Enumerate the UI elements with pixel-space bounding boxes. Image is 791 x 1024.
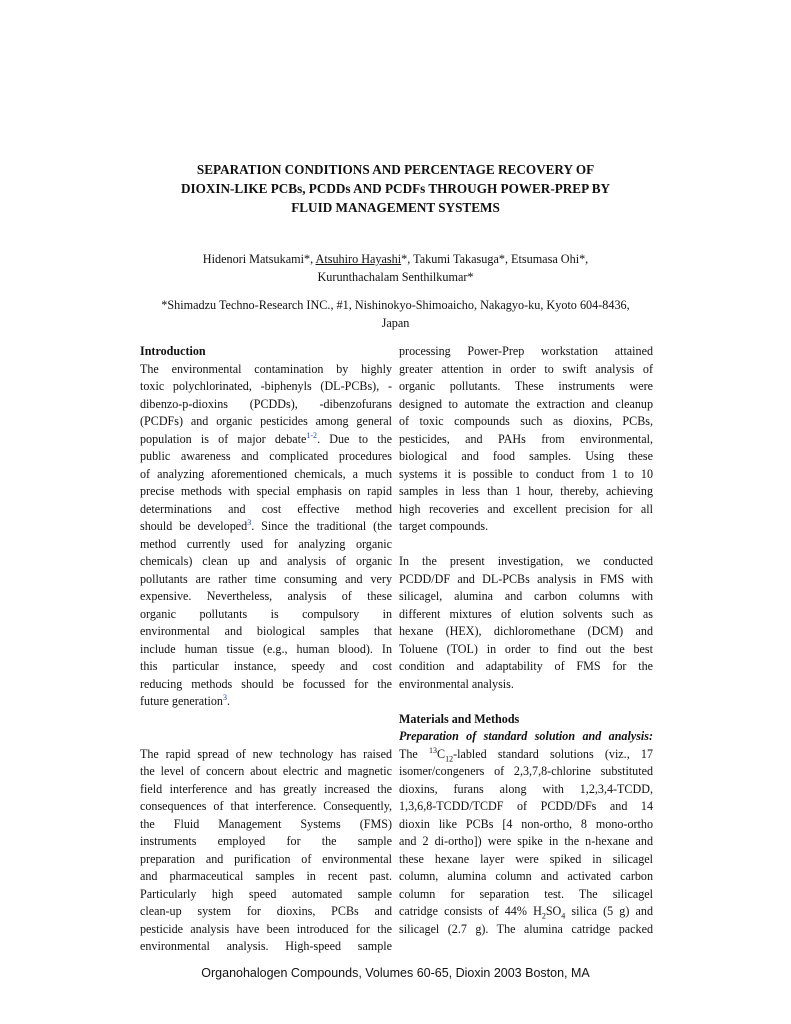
body-line: chemicals) clean up and analysis of organic <box>140 554 392 568</box>
author-4: Kurunthachalam Senthilkumar* <box>317 269 474 284</box>
subheading-line <box>399 728 653 746</box>
body-text: SO <box>545 904 562 918</box>
page-footer: Organohalogen Compounds, Volumes 60-65, Dioxin 2003 Boston, MA <box>201 966 590 980</box>
section-heading-introduction: Introduction <box>140 344 206 358</box>
body-text: . Due to the <box>317 431 392 446</box>
body-line: the level of concern about electric and magnetic <box>140 764 392 778</box>
body-line: public awareness and complicated procedures <box>140 449 392 463</box>
body-text: C <box>437 746 446 761</box>
body-text: should be developed <box>140 519 248 533</box>
body-line-with-ref <box>140 693 392 711</box>
body-line: environmental and biological samples that <box>140 624 392 638</box>
body-line: hexane (HEX), dichloromethane (DCM) and <box>399 624 653 638</box>
title-line-3: FLUID MANAGEMENT SYSTEMS <box>291 200 500 215</box>
body-text: . <box>226 694 230 708</box>
body-line: PCDD/DF and DL-PCBs analysis in FMS with <box>399 571 653 586</box>
body-line: reducing methods should be focussed for the <box>140 676 392 691</box>
body-line: environmental analysis. High-speed sample <box>140 939 392 953</box>
body-line: consequences of that interference. Consequently, <box>140 799 392 813</box>
body-line: biological and food samples. Using these <box>399 449 653 463</box>
body-line: clean-up system for dioxins, PCBs and <box>140 904 392 918</box>
body-line: target compounds. <box>399 519 489 533</box>
body-line: instruments employed for the sample <box>140 834 392 848</box>
body-line: processing Power-Prep workstation attained <box>399 344 653 358</box>
body-line: In the present investigation, we conducted <box>399 554 653 568</box>
author-2-presenting: Atsuhiro Hayashi <box>315 252 402 266</box>
body-line: condition and adaptability of FMS for the <box>399 659 653 673</box>
body-line: dibenzo-p-dioxins (PCDDs), -dibenzofurans <box>140 396 392 411</box>
body-line: organic pollutants. These instruments were <box>399 379 653 393</box>
body-line: silicagel (2.7 g). The alumina catridge packed <box>399 921 653 936</box>
body-line-with-formula <box>399 746 653 764</box>
body-text: population is of major debate <box>140 431 307 446</box>
citation-ref[interactable]: 3 <box>222 692 227 702</box>
body-line: and 2 di-ortho]) were spike in the n-hexane and <box>399 834 653 848</box>
body-line: the Fluid Management Systems (FMS) <box>140 816 392 831</box>
section-heading-materials-methods: Materials and Methods <box>399 711 520 726</box>
body-line: environmental analysis. <box>399 676 514 691</box>
author-1: Hidenori Matsukami*, <box>202 252 316 266</box>
subheading-colon: : <box>648 729 653 743</box>
body-line: Particularly high speed automated sample <box>140 886 392 901</box>
body-line: column for separation test. The silicagel <box>399 886 653 901</box>
body-line: expensive. Nevertheless, analysis of these <box>140 589 392 603</box>
body-line: precise methods with special emphasis on rapid <box>140 484 392 498</box>
body-line: dioxins, furans along with 1,2,3,4-TCDD, <box>399 781 653 796</box>
body-line-with-ref <box>140 518 392 536</box>
body-line-with-formula <box>399 903 653 921</box>
paper-title <box>120 160 671 217</box>
body-line: Toluene (TOL) in order to find out the best <box>399 641 653 656</box>
body-text: future generation <box>140 694 223 708</box>
body-line: pollutants are rather time consuming and very <box>140 571 392 586</box>
body-line: pesticide analysis have been introduced for the <box>140 921 392 936</box>
body-line: 1,3,6,8-TCDD/TCDF of PCDD/DFs and 14 <box>399 799 653 813</box>
body-line: high recoveries and excellent precision for all <box>399 501 653 516</box>
body-text: -labled standard solutions (viz., 17 <box>453 746 654 761</box>
body-line: silicagel, alumina and carbon columns with <box>399 589 653 603</box>
carbon-subscript: 12 <box>445 753 454 763</box>
author-3: *, Takumi Takasuga*, Etsumasa Ohi*, <box>401 252 589 266</box>
body-line: method currently used for analyzing organic <box>140 536 392 551</box>
body-line: this particular instance, speedy and cost <box>140 659 392 673</box>
affiliation <box>100 297 691 332</box>
body-line: systems it is possible to conduct from 1 to 10 <box>399 466 653 481</box>
body-text: catridge consists of 44% H <box>399 904 542 918</box>
body-line: (PCDFs) and organic pesticides among general <box>140 414 392 428</box>
body-line: samples in less than 1 hour, thereby, achieving <box>399 484 653 498</box>
body-line: these hexane layer were spiked in silicagel <box>399 851 653 866</box>
formula-subscript: 4 <box>561 911 566 921</box>
body-line: and pharmaceutical samples in recent past. <box>140 869 392 883</box>
body-line: designed to automate the extraction and cleanup <box>399 396 653 411</box>
body-line: preparation and purification of environmental <box>140 851 392 866</box>
body-line: of toxic compounds such as dioxins, PCBs, <box>399 414 653 428</box>
body-line: organic pollutants is compulsory in <box>140 606 392 621</box>
title-line-1: SEPARATION CONDITIONS AND PERCENTAGE RECOVERY OF <box>196 162 595 177</box>
body-text: The <box>399 746 429 761</box>
body-line: The rapid spread of new technology has raised <box>140 746 392 761</box>
isotope-superscript: 13 <box>429 745 437 755</box>
body-line: pesticides, and PAHs from environmental, <box>399 431 653 446</box>
body-line: of analyzing aforementioned chemicals, a much <box>140 466 392 481</box>
author-list <box>100 251 691 286</box>
body-line: isomer/congeners of 2,3,7,8-chlorine substituted <box>399 764 653 778</box>
citation-ref[interactable]: 1-2 <box>306 430 318 440</box>
body-line: field interference and has greatly increased the <box>140 781 392 796</box>
body-line: dioxin like PCBs [4 non-ortho, 8 mono-ortho <box>399 816 653 831</box>
body-line: determinations and cost effective method <box>140 501 392 516</box>
body-line: toxic polychlorinated, -biphenyls (DL-PCBs), - <box>140 379 392 393</box>
left-column <box>140 343 392 956</box>
affiliation-line-1: *Shimadzu Techno-Research INC., #1, Nishinokyo-Shimoaicho, Nakagyo-ku, Kyoto 604-8436, <box>161 298 630 312</box>
body-line: The environmental contamination by highly <box>140 361 392 376</box>
title-line-2: DIOXIN-LIKE PCBs, PCDDs AND PCDFs THROUGH POWER-PREP BY <box>180 181 611 196</box>
body-line: greater attention in order to swift analysis of <box>399 361 653 376</box>
subheading-preparation: Preparation of standard solution and analysis <box>399 729 649 743</box>
formula-subscript: 2 <box>541 911 546 921</box>
body-text: . Since the traditional (the <box>251 519 392 533</box>
body-line: include human tissue (e.g., human blood). In <box>140 641 392 656</box>
body-line-with-ref <box>140 431 392 449</box>
affiliation-line-2: Japan <box>381 315 410 330</box>
body-line: different mixtures of elution solvents such as <box>399 606 653 621</box>
body-text: silica (5 g) and <box>565 904 653 918</box>
right-column <box>399 343 653 938</box>
body-line: column, alumina column and activated carbon <box>399 869 653 883</box>
citation-ref[interactable]: 3 <box>247 517 252 527</box>
